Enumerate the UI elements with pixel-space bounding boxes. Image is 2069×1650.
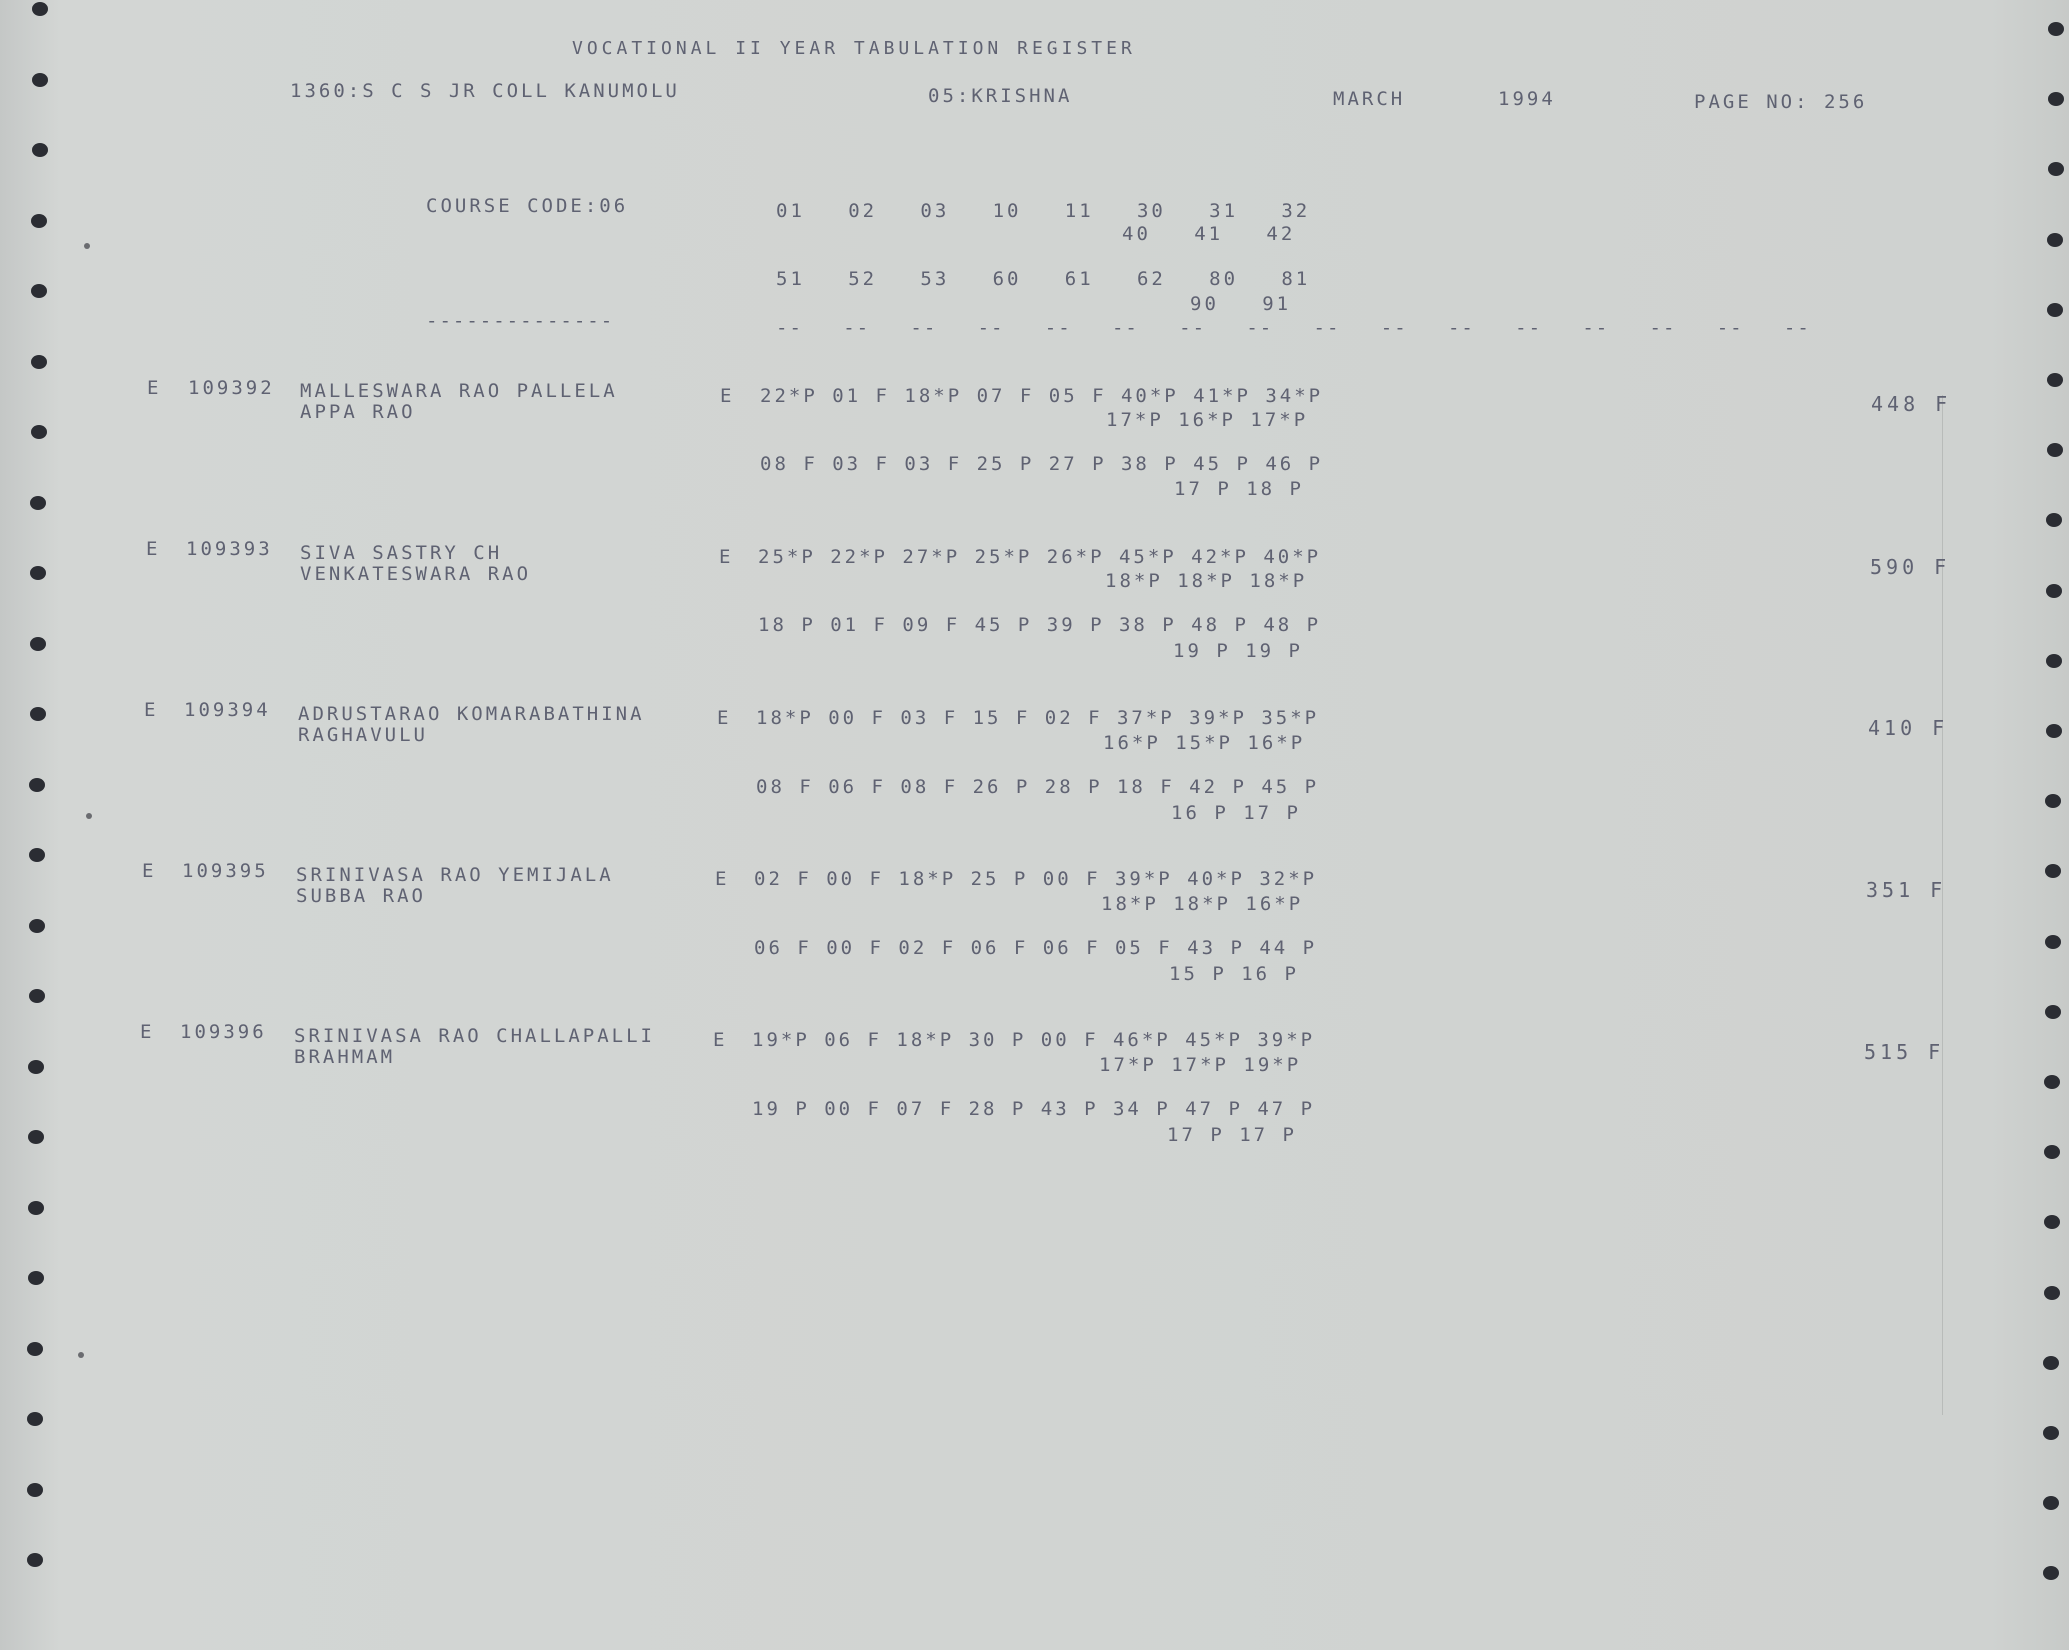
district-name: 05:KRISHNA <box>928 85 1073 107</box>
marks-row2-cont: 16 P 17 P <box>1171 802 1301 824</box>
feed-hole <box>2046 513 2062 527</box>
exam-month: MARCH <box>1333 88 1406 110</box>
total-and-result: 351 F <box>1866 878 1947 902</box>
marks-row1-cont: 18*P 18*P 16*P <box>1101 893 1304 915</box>
subject-codes-row2: 51 52 53 60 61 62 80 81 <box>776 268 1311 290</box>
feed-hole <box>27 1553 43 1567</box>
marks-row2-cont: 17 P 17 P <box>1167 1124 1297 1146</box>
exam-year: 1994 <box>1498 88 1556 110</box>
student-marker: E <box>715 868 730 890</box>
feed-hole <box>32 73 48 87</box>
student-name-cont: VENKATESWARA RAO <box>300 563 532 585</box>
total-and-result: 448 F <box>1871 392 1952 416</box>
feed-hole <box>30 707 46 721</box>
feed-hole <box>2045 794 2061 808</box>
student-name: MALLESWARA RAO PALLELA <box>300 380 618 402</box>
feed-hole <box>32 2 48 16</box>
student-name: SIVA SASTRY CH <box>300 542 503 564</box>
marks-row2-cont: 19 P 19 P <box>1173 640 1303 662</box>
paper-speck <box>84 243 90 249</box>
student-marker: E <box>719 546 734 568</box>
feed-hole <box>2046 724 2062 738</box>
feed-hole <box>29 919 45 933</box>
feed-hole <box>30 566 46 580</box>
feed-hole <box>29 778 45 792</box>
left-tractor-feed-holes <box>18 0 58 1650</box>
feed-hole <box>28 1060 44 1074</box>
marks-row2: 18 P 01 F 09 F 45 P 39 P 38 P 48 P 48 P <box>758 614 1322 636</box>
marks-row2: 06 F 00 F 02 F 06 F 06 F 05 F 43 P 44 P <box>754 937 1318 959</box>
subject-codes-row1: 01 02 03 10 11 30 31 32 <box>776 200 1311 222</box>
column-dashes: -- -- -- -- -- -- -- -- -- -- -- -- -- -- -- -- <box>776 317 1811 339</box>
student-flag: E <box>142 860 157 882</box>
marks-row1: 25*P 22*P 27*P 25*P 26*P 45*P 42*P 40*P <box>758 546 1322 568</box>
student-roll-number: 109394 <box>184 699 271 721</box>
student-roll-number: 109392 <box>188 377 275 399</box>
feed-hole <box>2045 935 2061 949</box>
course-underline: -------------- <box>426 310 615 332</box>
total-and-result: 515 F <box>1864 1040 1945 1064</box>
student-name: ADRUSTARAO KOMARABATHINA <box>298 703 645 725</box>
student-name-cont: BRAHMAM <box>294 1046 396 1068</box>
paper-speck <box>78 1352 84 1358</box>
marks-row1: 22*P 01 F 18*P 07 F 05 F 40*P 41*P 34*P <box>760 385 1324 407</box>
feed-hole <box>2047 303 2063 317</box>
feed-hole <box>2048 162 2064 176</box>
student-flag: E <box>144 699 159 721</box>
feed-hole <box>28 1271 44 1285</box>
course-code-label: COURSE CODE:06 <box>426 195 629 217</box>
feed-hole <box>2043 1356 2059 1370</box>
marks-row2: 19 P 00 F 07 F 28 P 43 P 34 P 47 P 47 P <box>752 1098 1316 1120</box>
feed-hole <box>2047 233 2063 247</box>
feed-hole <box>29 989 45 1003</box>
feed-hole <box>2047 443 2063 457</box>
marks-row1-cont: 17*P 16*P 17*P <box>1106 409 1309 431</box>
student-name: SRINIVASA RAO CHALLAPALLI <box>294 1025 655 1047</box>
marks-row1-cont: 18*P 18*P 18*P <box>1105 570 1308 592</box>
marks-row1: 18*P 00 F 03 F 15 F 02 F 37*P 39*P 35*P <box>756 707 1320 729</box>
feed-hole <box>29 848 45 862</box>
student-marker: E <box>717 707 732 729</box>
feed-hole <box>2043 1496 2059 1510</box>
feed-hole <box>2044 1286 2060 1300</box>
feed-hole <box>2045 864 2061 878</box>
subject-codes-row1-cont: 40 41 42 <box>1122 223 1296 245</box>
feed-hole <box>27 1342 43 1356</box>
feed-hole <box>2043 1426 2059 1440</box>
feed-hole <box>30 496 46 510</box>
student-flag: E <box>140 1021 155 1043</box>
college-name: 1360:S C S JR COLL KANUMOLU <box>290 80 680 102</box>
feed-hole <box>2048 92 2064 106</box>
total-and-result: 410 F <box>1868 716 1949 740</box>
feed-hole <box>2044 1145 2060 1159</box>
feed-hole <box>31 214 47 228</box>
marks-row2: 08 F 06 F 08 F 26 P 28 P 18 F 42 P 45 P <box>756 776 1320 798</box>
feed-hole <box>32 143 48 157</box>
feed-hole <box>2043 1566 2059 1580</box>
student-roll-number: 109396 <box>180 1021 267 1043</box>
right-tractor-feed-holes <box>2040 0 2069 1650</box>
student-marker: E <box>713 1029 728 1051</box>
student-name: SRINIVASA RAO YEMIJALA <box>296 864 614 886</box>
feed-hole <box>30 637 46 651</box>
feed-hole <box>27 1412 43 1426</box>
faint-column-rule <box>1942 395 1943 1415</box>
feed-hole <box>27 1483 43 1497</box>
student-name-cont: APPA RAO <box>300 401 416 423</box>
feed-hole <box>31 284 47 298</box>
student-flag: E <box>147 377 162 399</box>
feed-hole <box>2045 1005 2061 1019</box>
feed-hole <box>2044 1075 2060 1089</box>
marks-row2: 08 F 03 F 03 F 25 P 27 P 38 P 45 P 46 P <box>760 453 1324 475</box>
feed-hole <box>2046 654 2062 668</box>
feed-hole <box>28 1130 44 1144</box>
feed-hole <box>2048 22 2064 36</box>
page-number: PAGE NO: 256 <box>1694 91 1868 113</box>
feed-hole <box>2044 1215 2060 1229</box>
marks-row1: 19*P 06 F 18*P 30 P 00 F 46*P 45*P 39*P <box>752 1029 1316 1051</box>
marks-row1: 02 F 00 F 18*P 25 P 00 F 39*P 40*P 32*P <box>754 868 1318 890</box>
student-name-cont: RAGHAVULU <box>298 724 428 746</box>
marks-row2-cont: 17 P 18 P <box>1174 478 1304 500</box>
student-roll-number: 109393 <box>186 538 273 560</box>
register-title: VOCATIONAL II YEAR TABULATION REGISTER <box>572 38 1136 59</box>
feed-hole <box>2046 584 2062 598</box>
total-and-result: 590 F <box>1870 555 1951 579</box>
paper-speck <box>86 813 92 819</box>
student-marker: E <box>720 385 735 407</box>
student-roll-number: 109395 <box>182 860 269 882</box>
marks-row2-cont: 15 P 16 P <box>1169 963 1299 985</box>
feed-hole <box>2047 373 2063 387</box>
marks-row1-cont: 16*P 15*P 16*P <box>1103 732 1306 754</box>
subject-codes-row2-cont: 90 91 <box>1190 293 1292 315</box>
feed-hole <box>31 425 47 439</box>
student-name-cont: SUBBA RAO <box>296 885 426 907</box>
student-flag: E <box>146 538 161 560</box>
feed-hole <box>28 1201 44 1215</box>
marks-row1-cont: 17*P 17*P 19*P <box>1099 1054 1302 1076</box>
feed-hole <box>31 355 47 369</box>
